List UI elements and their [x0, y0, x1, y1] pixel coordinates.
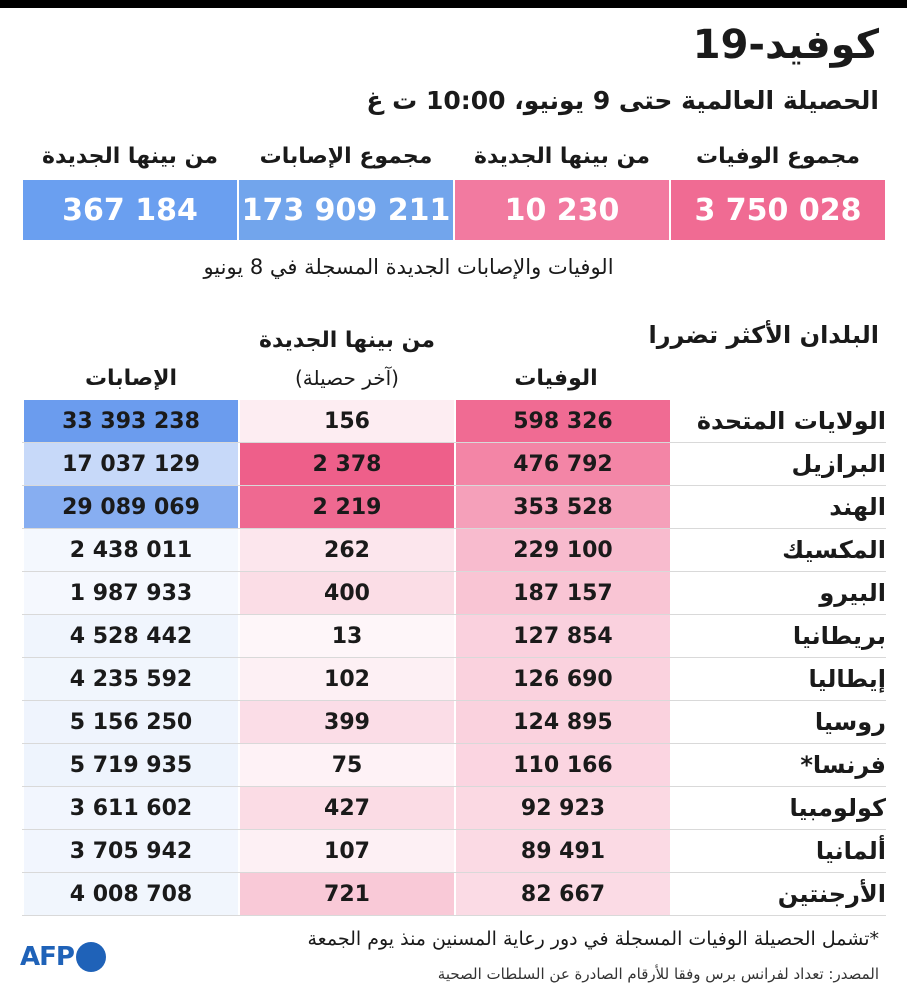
new-cases-note-text: الوفيات والإصابات الجديدة المسجلة في 8 يونيو [203, 255, 614, 279]
cases-cell: 4 008 708 [24, 873, 238, 915]
country-name: البيرو [819, 579, 886, 607]
cases-cell: 4 235 592 [24, 658, 238, 700]
new-deaths-header: من بينها الجديدة [473, 144, 651, 169]
table-row [22, 615, 886, 658]
country-name: الهند [829, 493, 886, 521]
new-cell: 262 [240, 529, 454, 571]
new-cases-value: 367 184 [23, 180, 237, 240]
cases-cell: 5 719 935 [24, 744, 238, 786]
table-row [22, 529, 886, 572]
afp-logo-text: AFP [20, 942, 74, 972]
country-name: كولومبيا [789, 794, 886, 822]
table-row [22, 701, 886, 744]
new-cell: 107 [240, 830, 454, 872]
cases-cell: 17 037 129 [24, 443, 238, 485]
deaths-cell: 82 667 [456, 873, 670, 915]
table-row [22, 400, 886, 443]
page-title: كوفيد-19 [692, 22, 879, 68]
cases-cell: 5 156 250 [24, 701, 238, 743]
afp-logo [20, 940, 106, 974]
total-deaths-header: مجموع الوفيات [695, 144, 861, 169]
country-name: بريطانيا [792, 622, 886, 650]
deaths-cell: 127 854 [456, 615, 670, 657]
table-row [22, 873, 886, 916]
new-cell: 13 [240, 615, 454, 657]
new-cell: 2 219 [240, 486, 454, 528]
new-cell: 156 [240, 400, 454, 442]
new-cases-note [0, 252, 907, 282]
deaths-cell: 110 166 [456, 744, 670, 786]
cases-cell: 1 987 933 [24, 572, 238, 614]
footnote: *تشمل الحصيلة الوفيات المسجلة في دور رعاية المسنين منذ يوم الجمعة [307, 928, 879, 950]
country-name: المكسيك [782, 536, 886, 564]
top-bar [0, 0, 907, 8]
new-cell: 399 [240, 701, 454, 743]
new-cell: 102 [240, 658, 454, 700]
section-title: البلدان الأكثر تضررا [648, 321, 879, 349]
source-note: المصدر: تعداد لفرانس برس وفقا للأرقام الصادرة عن السلطات الصحية [437, 965, 879, 983]
column-new-header: من بينها الجديدة [258, 328, 436, 353]
afp-logo-dot-icon [76, 942, 106, 972]
deaths-cell: 89 491 [456, 830, 670, 872]
country-name: روسيا [814, 708, 886, 736]
table-row [22, 787, 886, 830]
deaths-cell: 229 100 [456, 529, 670, 571]
new-cell: 427 [240, 787, 454, 829]
new-cases-header: من بينها الجديدة [41, 144, 219, 169]
new-cell: 2 378 [240, 443, 454, 485]
total-deaths-value: 3 750 028 [671, 180, 885, 240]
cases-cell: 3 705 942 [24, 830, 238, 872]
table-row [22, 744, 886, 787]
total-cases-value: 173 909 211 [239, 180, 453, 240]
new-cell: 721 [240, 873, 454, 915]
new-cell: 75 [240, 744, 454, 786]
total-cases-header: مجموع الإصابات [259, 144, 433, 169]
deaths-cell: 92 923 [456, 787, 670, 829]
table-row [22, 486, 886, 529]
cases-cell: 4 528 442 [24, 615, 238, 657]
deaths-cell: 187 157 [456, 572, 670, 614]
column-cases-header: الإصابات [84, 366, 178, 391]
country-name: الأرجنتين [777, 880, 886, 908]
table-row [22, 572, 886, 615]
country-name: الولايات المتحدة [696, 407, 886, 435]
country-name: فرنسا* [800, 751, 886, 779]
cases-cell: 33 393 238 [24, 400, 238, 442]
country-name: البرازيل [791, 450, 886, 478]
row-divider [22, 915, 886, 916]
country-name: ألمانيا [815, 837, 886, 865]
cases-cell: 3 611 602 [24, 787, 238, 829]
deaths-cell: 476 792 [456, 443, 670, 485]
new-deaths-value: 10 230 [455, 180, 669, 240]
deaths-cell: 598 326 [456, 400, 670, 442]
cases-cell: 2 438 011 [24, 529, 238, 571]
deaths-cell: 353 528 [456, 486, 670, 528]
deaths-cell: 124 895 [456, 701, 670, 743]
table-row [22, 658, 886, 701]
page-subtitle: الحصيلة العالمية حتى 9 يونيو، 10:00 ت غ [366, 86, 879, 115]
new-cell: 400 [240, 572, 454, 614]
deaths-cell: 126 690 [456, 658, 670, 700]
column-deaths-header: الوفيات [514, 366, 598, 391]
column-new-subheader: (آخر حصيلة) [294, 366, 399, 390]
table-row [22, 830, 886, 873]
cases-cell: 29 089 069 [24, 486, 238, 528]
table-row [22, 443, 886, 486]
country-name: إيطاليا [808, 665, 886, 693]
